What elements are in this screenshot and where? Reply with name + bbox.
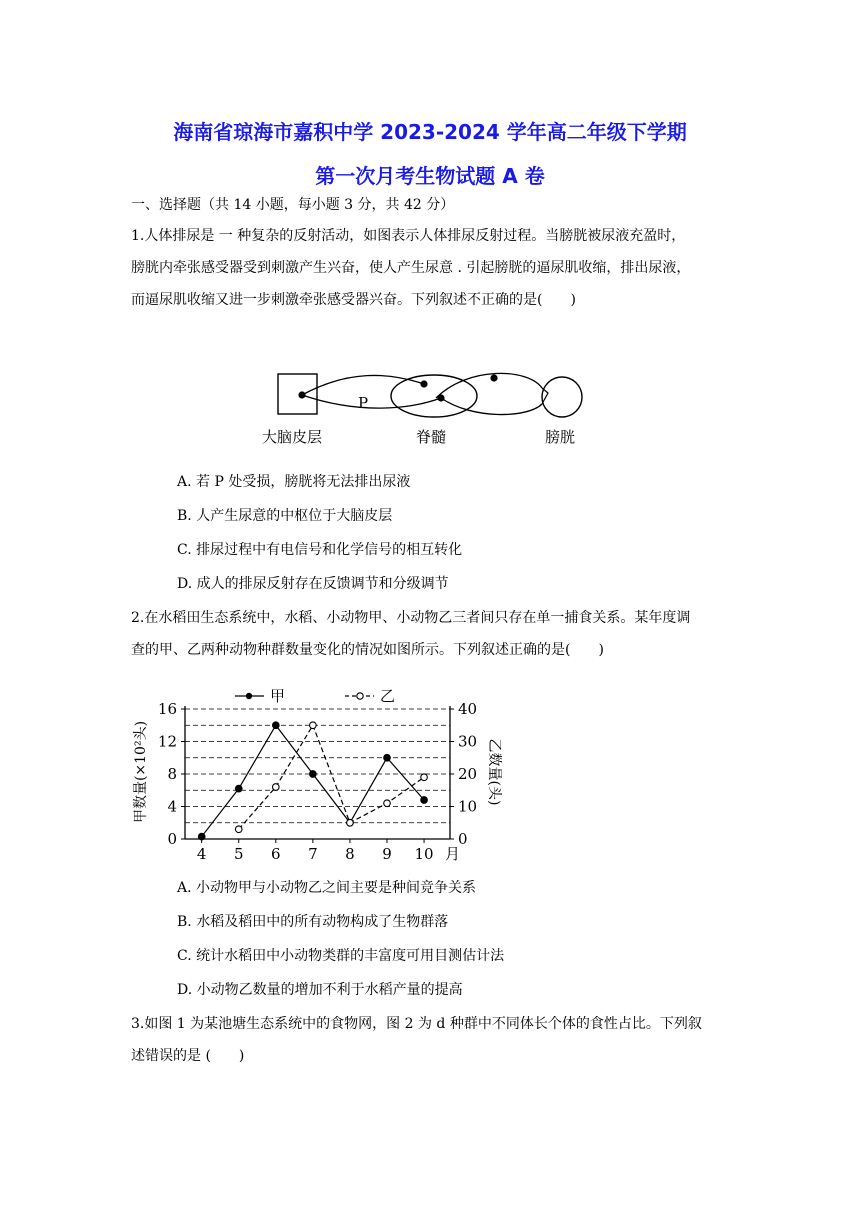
q3-stem-line1: 3.如图 1 为某池塘生态系统中的食物网，图 2 为 d 种群中不同体长个体的食性占比。下列叙 (131, 1016, 702, 1032)
section-heading: 一、选择题（共 14 小题，每小题 3 分，共 42 分） (131, 197, 455, 213)
data-point-yi (310, 722, 317, 729)
q1-option-d: D. 成人的排尿反射存在反馈调节和分级调节 (177, 576, 449, 592)
q1-option-b: B. 人产生尿意的中枢位于大脑皮层 (177, 508, 393, 524)
legend-jia-label: 甲 (270, 687, 286, 705)
data-point-yi (421, 774, 428, 781)
data-point-jia (273, 722, 280, 729)
brain-cortex-box (278, 374, 317, 414)
q3-stem-line2: 述错误的是 ( ) (131, 1048, 245, 1064)
neuron-body (437, 394, 444, 401)
diagram-label-brain: 大脑皮层 (262, 428, 323, 446)
data-point-yi (347, 819, 354, 826)
doc-title-line1: 海南省琼海市嘉积中学 2023-2024 学年高二年级下学期 (173, 120, 687, 144)
neuron-body (490, 374, 497, 381)
x-axis-unit: 月 (445, 845, 461, 863)
legend-yi-label: 乙 (380, 687, 396, 705)
y-left-label: 甲数量(×10²头) (133, 720, 149, 824)
x-tick-label: 8 (345, 845, 355, 863)
population-chart (128, 682, 523, 868)
data-point-jia (421, 797, 428, 804)
y-right-tick-label: 40 (458, 700, 478, 718)
x-tick-label: 9 (382, 845, 392, 863)
reflex-diagram (258, 362, 598, 454)
y-right-tick-label: 10 (458, 797, 478, 816)
efferent-path (441, 398, 542, 415)
data-point-jia (384, 754, 391, 761)
data-point-yi (235, 826, 242, 833)
x-tick-label: 10 (414, 845, 434, 863)
doc-title-line2: 第一次月考生物试题 A 卷 (315, 164, 545, 188)
diagram-label-spine: 脊髓 (416, 428, 447, 446)
x-tick-label: 4 (196, 845, 207, 863)
data-point-jia (310, 771, 317, 778)
q2-option-a: A. 小动物甲与小动物乙之间主要是种间竞争关系 (177, 880, 477, 896)
y-right-tick-label: 30 (458, 732, 478, 751)
x-tick-label: 6 (271, 845, 281, 863)
q2-stem-line1: 2.在水稻田生态系统中，水稻、小动物甲、小动物乙三者间只存在单一捕食关系。某年度调 (131, 610, 691, 626)
y-left-tick-label: 16 (157, 700, 177, 718)
data-point-yi (273, 784, 280, 791)
y-left-tick-label: 12 (157, 732, 177, 751)
ascending-path (302, 375, 424, 395)
bladder-circle (542, 377, 582, 417)
q2-option-c: C. 统计水稻田中小动物类群的丰富度可用目测估计法 (177, 948, 505, 964)
y-right-tick-label: 0 (458, 830, 468, 848)
q2-stem-line2: 查的甲、乙两种动物种群数量变化的情况如图所示。下列叙述正确的是( ) (131, 642, 604, 658)
data-point-jia (198, 833, 205, 840)
q1-stem-line3: 而逼尿肌收缩又进一步刺激牵张感受器兴奋。下列叙述不正确的是( ) (131, 292, 576, 308)
legend-jia-marker (246, 693, 252, 699)
x-tick-label: 5 (233, 845, 244, 863)
q2-option-b: B. 水稻及稻田中的所有动物构成了生物群落 (177, 914, 449, 930)
diagram-label-p: P (358, 394, 369, 412)
q2-option-d: D. 小动物乙数量的增加不利于水稻产量的提高 (177, 982, 463, 998)
neuron-body (298, 391, 305, 398)
spinal-cord-oval (391, 375, 477, 417)
diagram-label-bladder: 膀胱 (545, 428, 576, 446)
legend-yi-marker (357, 693, 363, 699)
q1-stem-line2: 膀胱内牵张感受器受到刺激产生兴奋，使人产生尿意 . 引起膀胱的逼尿肌收缩，排出尿液， (131, 260, 691, 276)
q1-option-a: A. 若 P 处受损，膀胱将无法排出尿液 (177, 474, 411, 490)
legend (235, 687, 395, 705)
data-point-yi (384, 800, 391, 807)
data-point-jia (235, 785, 242, 792)
descending-path (302, 395, 441, 408)
y-left-tick-label: 8 (167, 765, 177, 783)
y-left-tick-label: 0 (167, 830, 177, 848)
neuron-body (420, 380, 427, 387)
q1-stem-line1: 1.人体排尿是 一 种复杂的反射活动，如图表示人体排尿反射过程。当膀胱被尿液充盈时， (131, 228, 686, 244)
q1-option-c: C. 排尿过程中有电信号和化学信号的相互转化 (177, 542, 463, 558)
y-right-label: 乙数量(头) (486, 738, 502, 806)
y-left-tick-label: 4 (167, 797, 177, 816)
y-right-tick-label: 20 (458, 765, 478, 783)
x-tick-label: 7 (308, 845, 318, 863)
series-line-jia (202, 725, 424, 836)
